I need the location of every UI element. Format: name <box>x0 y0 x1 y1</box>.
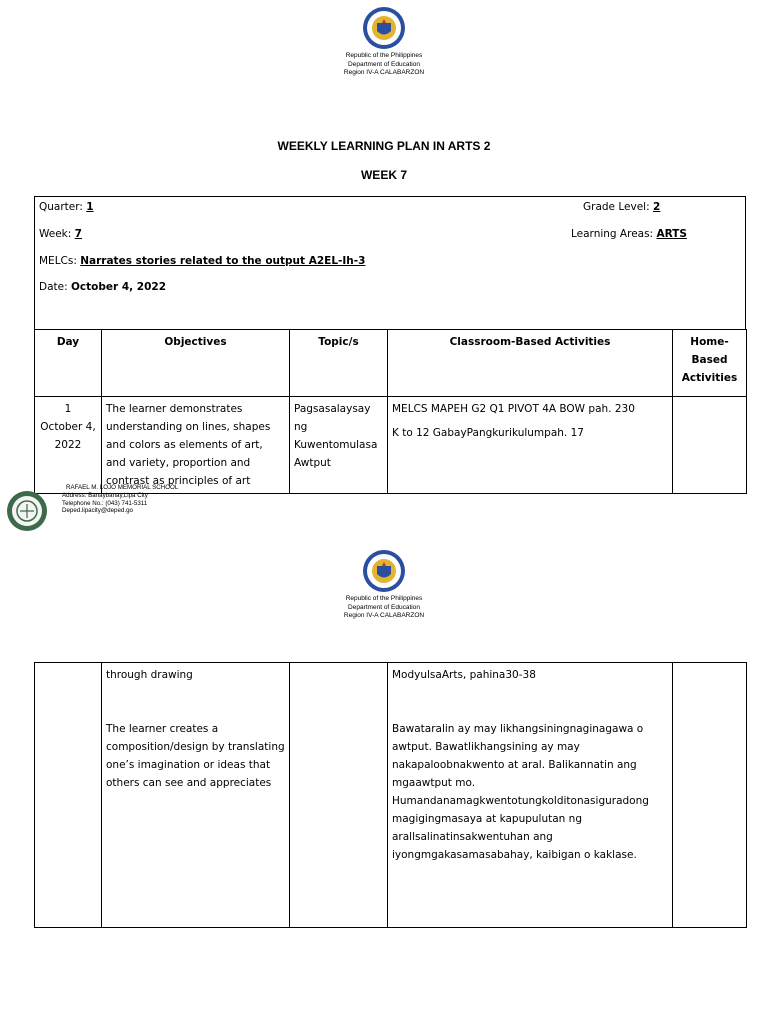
topic-cell: Pagsasalaysay ng Kuwentomulasa Awtput <box>290 397 388 494</box>
melcs-value: Narrates stories related to the output A2EL-Ih-3 <box>80 255 366 267</box>
day-number: 1 <box>64 403 72 415</box>
date-label: Date: <box>39 281 68 293</box>
grade-label: Grade Level: <box>583 201 650 213</box>
header-day: Day <box>35 330 102 397</box>
activities-cell <box>388 663 673 928</box>
grade-value: 2 <box>652 201 661 213</box>
week-label: Week: <box>39 228 72 240</box>
republic-line: Republic of the Philippines <box>345 52 423 59</box>
home-activities-cell <box>673 397 747 494</box>
school-address: Address: Banaybanay,Lipa City <box>62 491 148 499</box>
info-box <box>34 196 746 330</box>
week-title: WEEK 7 <box>360 168 407 182</box>
deped-seal-logo <box>362 6 406 50</box>
learning-area-field <box>571 228 687 240</box>
agency-header <box>0 52 768 78</box>
melcs-label: MELCs: <box>39 255 77 267</box>
table-row <box>35 663 747 928</box>
activities-line: ModyulsaArts, pahina30-38 <box>392 669 536 681</box>
melcs-field <box>39 255 365 267</box>
date-field <box>39 281 166 293</box>
school-name: RAFAEL M. LOJO MEMORIAL SCHOOL <box>66 484 179 491</box>
activities-line: MELCS MAPEH G2 Q1 PIVOT 4A BOW pah. 230 <box>392 403 635 415</box>
date-value: October 4, 2022 <box>70 281 167 293</box>
objectives-line: The learner creates a composition/design by translating one’s imagination or ideas that others can see and appreciates <box>106 723 285 789</box>
republic-line: Republic of the Philippines <box>345 595 423 602</box>
header-classroom-activities: Classroom-Based Activities <box>388 330 673 397</box>
quarter-value: 1 <box>86 201 94 213</box>
day-cell <box>35 663 102 928</box>
day-date: October 4, 2022 <box>40 421 96 451</box>
page-title: WEEKLY LEARNING PLAN IN ARTS 2 <box>277 139 491 153</box>
quarter-label: Quarter: <box>39 201 83 213</box>
activities-line: Bawataralin ay may likhangsiningnaginagawa o awtput. Bawatlikhangsining ay may nakapaloobnakwento at aral. Balikannatin ang mgaawtput mo. Humandanamagkwentotungkolditonasiguradong magigingmasaya at kapupulutan ng arallsalinatinsakwentuhan ang iyongmgakasamasabahay, kaibigan o kaklase. <box>392 723 649 861</box>
week-field <box>39 228 85 240</box>
area-value: ARTS <box>656 228 687 240</box>
school-email: Deped.lipacity@deped.go <box>62 507 133 515</box>
agency-header <box>0 595 768 621</box>
school-footer <box>62 484 178 515</box>
area-label: Learning Areas: <box>571 228 654 240</box>
plan-table-page2 <box>34 662 747 928</box>
topic-cell <box>290 663 388 928</box>
week-value: 7 <box>74 228 82 240</box>
day-cell <box>35 397 102 494</box>
deped-seal-logo <box>362 549 406 593</box>
activities-cell <box>388 397 673 494</box>
school-telephone: Telephone No.: (043) 741-5311 <box>62 499 148 507</box>
plan-table-page1 <box>34 329 747 494</box>
school-seal-logo <box>6 490 48 532</box>
objectives-cell <box>102 663 290 928</box>
objectives-cell: The learner demonstrates understanding on lines, shapes and colors as elements of art, and variety, proportion and contrast as principles of art <box>102 397 290 494</box>
header-objectives: Objectives <box>102 330 290 397</box>
table-header-row <box>35 330 747 397</box>
table-row <box>35 397 747 494</box>
objectives-line: through drawing <box>106 669 193 681</box>
header-topics: Topic/s <box>290 330 388 397</box>
department-line: Department of Education <box>348 60 420 68</box>
department-line: Department of Education <box>348 603 420 611</box>
region-line: Region IV-A CALABARZON <box>343 612 425 619</box>
quarter-field <box>39 201 106 213</box>
region-line: Region IV-A CALABARZON <box>343 69 425 76</box>
activities-line: K to 12 GabayPangkurikulumpah. 17 <box>392 427 584 439</box>
header-home-activities: Home-Based Activities <box>673 330 747 397</box>
home-activities-cell <box>673 663 747 928</box>
grade-field <box>583 201 660 213</box>
